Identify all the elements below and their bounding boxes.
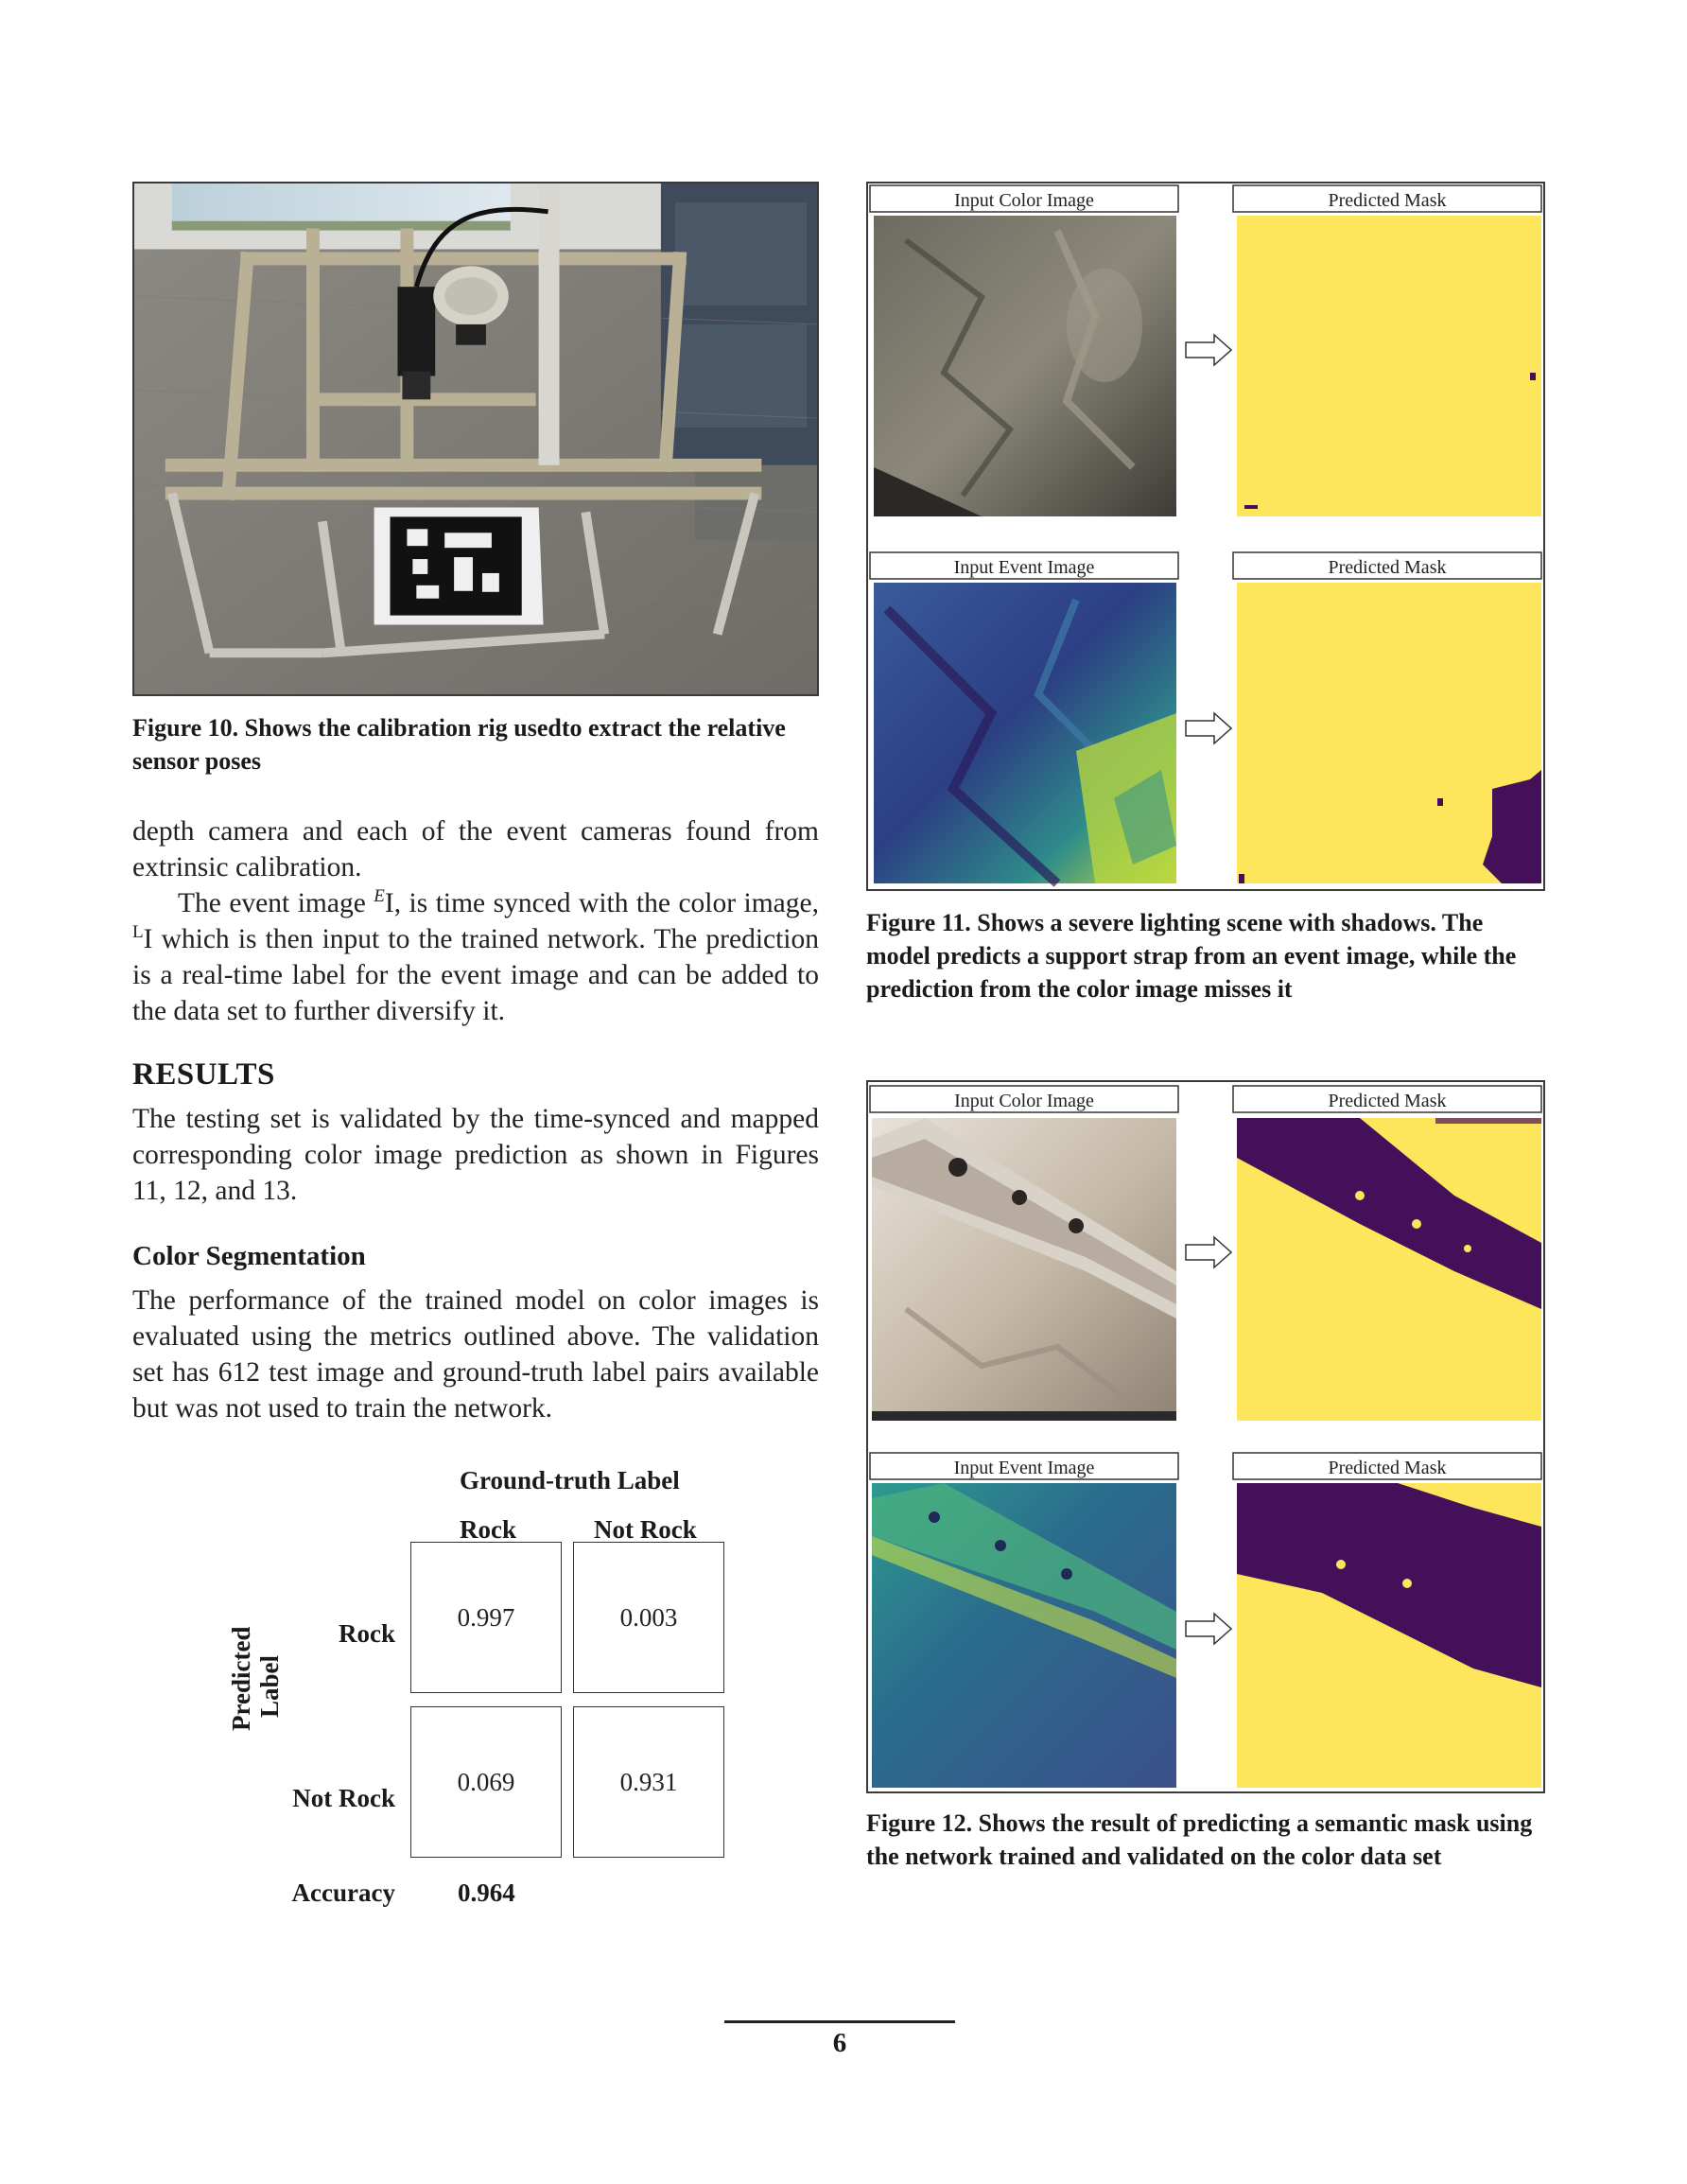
page-number: 6 <box>832 2028 847 2058</box>
figure11-caption: Figure 11. Shows a severe lighting scene with shadows. The model predicts a support strap from an event image, while the prediction from the color image misses it <box>866 909 1517 1003</box>
fig11-predicted-mask-bottom <box>1237 583 1541 883</box>
fig11-arrow-top-icon <box>1186 335 1231 365</box>
fig12-color-image <box>872 1118 1176 1421</box>
row-label-not-rock: Not Rock <box>292 1784 395 1812</box>
fig11-input-color-label: Input Color Image <box>954 190 1094 211</box>
superscript-e: E <box>374 886 385 906</box>
predicted-label-line1: Predicted <box>227 1627 255 1731</box>
confusion-matrix-title: Ground-truth Label <box>460 1466 680 1494</box>
fig11-predicted-mask-top-label: Predicted Mask <box>1328 190 1447 211</box>
predicted-label-axis <box>182 1627 295 1731</box>
superscript-l: L <box>132 922 144 942</box>
fig11-predicted-mask-bottom-label: Predicted Mask <box>1328 557 1447 578</box>
predicted-label-line2: Label <box>255 1654 284 1718</box>
accuracy-value: 0.964 <box>458 1878 515 1907</box>
page-number-rule <box>724 2020 955 2023</box>
cell-rock-not-rock: 0.003 <box>573 1542 724 1693</box>
cell-not-rock-rock: 0.069 <box>410 1706 562 1858</box>
fig12-arrow-top-icon <box>1186 1237 1231 1267</box>
color-segmentation-paragraph: The performance of the trained model on color images is evaluated using the metrics outlined above. The validation set has 612 test image and ground-truth label pairs available but was not used to train the network. <box>132 1285 819 1424</box>
results-paragraph: The testing set is validated by the time-synced and mapped corresponding color image prediction as shown in Figures 11, 12, and 13. <box>132 1104 819 1206</box>
figure12-panel <box>866 1080 1545 1793</box>
results-heading: RESULTS <box>132 1057 275 1092</box>
fig12-predicted-mask-bottom <box>1237 1483 1541 1788</box>
column-label-rock: Rock <box>460 1515 516 1544</box>
fig12-arrow-bottom-icon <box>1186 1614 1231 1644</box>
fig12-input-color-label: Input Color Image <box>954 1091 1094 1111</box>
figure10-caption: Figure 10. Shows the calibration rig usedto extract the relative sensor poses <box>132 714 786 775</box>
color-segmentation-heading: Color Segmentation <box>132 1241 366 1271</box>
paragraph-2 <box>132 885 819 1029</box>
fig11-predicted-mask-top <box>1237 216 1541 516</box>
fig11-color-image <box>874 216 1176 516</box>
accuracy-label: Accuracy <box>291 1878 395 1907</box>
figure11-panel <box>866 182 1545 891</box>
figure10-photo <box>132 182 819 696</box>
figure12-caption: Figure 12. Shows the result of predicting a semantic mask using the network trained and validated on the color data set <box>866 1809 1533 1870</box>
cell-rock-rock: 0.997 <box>410 1542 562 1693</box>
fig12-predicted-mask-bottom-label: Predicted Mask <box>1328 1458 1447 1478</box>
fig11-event-image <box>874 583 1176 883</box>
paragraph-2-part-a: The event image <box>178 888 374 918</box>
fig11-arrow-bottom-icon <box>1186 713 1231 743</box>
fig12-predicted-mask-top <box>1237 1118 1541 1421</box>
fig12-predicted-mask-top-label: Predicted Mask <box>1328 1091 1447 1111</box>
paragraph-1 <box>132 813 819 885</box>
fig12-event-image <box>872 1483 1176 1788</box>
fig12-input-event-label: Input Event Image <box>953 1458 1095 1478</box>
cell-not-rock-not-rock: 0.931 <box>573 1706 724 1858</box>
paragraph-2-part-b: I, is time synced with the color image, <box>384 888 819 918</box>
fig11-input-event-label: Input Event Image <box>953 557 1095 578</box>
row-label-rock: Rock <box>339 1619 395 1648</box>
column-label-not-rock: Not Rock <box>594 1515 697 1544</box>
paragraph-2-part-c: I which is then input to the trained network. The prediction is a real-time label for the event image and can be added to the data set to further diversify it. <box>132 924 819 1026</box>
paragraph-1-text: depth camera and each of the event cameras found from extrinsic calibration. <box>132 816 819 882</box>
